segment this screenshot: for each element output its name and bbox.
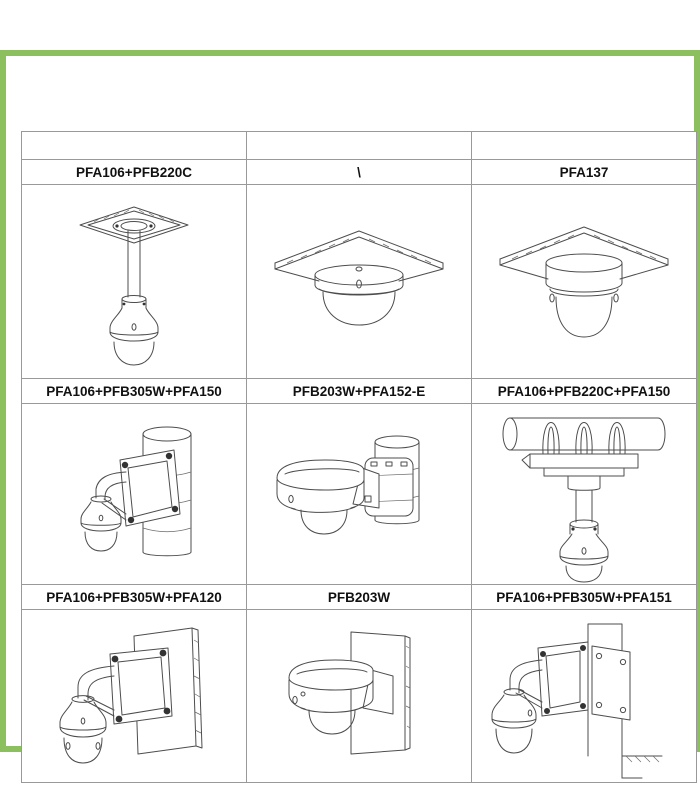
model-label-row [22,379,697,404]
illustration-cell [472,185,697,379]
in-ceiling-dome-drawing [247,185,471,378]
illustration-cell [472,404,697,585]
model-label: PFA106+PFB305W+PFA150 [22,379,247,404]
illustration-cell [247,610,472,783]
model-label: PFB203W+PFA152-E [247,379,472,404]
pole-strap-wall-bracket-dome-drawing [247,404,471,584]
ceiling-pendant-dome-drawing [22,185,246,378]
illustration-cell [247,185,472,379]
content-frame [0,50,700,752]
table-header-row [22,132,697,160]
vertical-pole-pendant-dome-drawing [22,404,246,584]
wall-bracket-dome-drawing [247,610,471,782]
illustration-cell [22,404,247,585]
illustration-row [22,404,697,585]
model-label: \ [247,160,472,185]
illustration-cell [22,610,247,783]
model-label: PFA137 [472,160,697,185]
illustration-cell [472,610,697,783]
model-label-row [22,585,697,610]
wall-mount-pendant-dome-drawing [22,610,246,782]
model-label: PFA106+PFB220C+PFA150 [472,379,697,404]
header-cell [22,132,247,160]
header-cell [472,132,697,160]
model-label-row [22,160,697,185]
illustration-row [22,185,697,379]
mount-options-table [21,131,697,783]
illustration-row [22,610,697,783]
model-label: PFA106+PFB220C [22,160,247,185]
model-label: PFB203W [247,585,472,610]
ceiling-adapter-dome-drawing [472,185,696,378]
illustration-cell [247,404,472,585]
horizontal-pole-pendant-dome-drawing [472,404,696,584]
illustration-cell [22,185,247,379]
corner-mount-pendant-dome-drawing [472,610,696,782]
header-cell [247,132,472,160]
model-label: PFA106+PFB305W+PFA120 [22,585,247,610]
model-label: PFA106+PFB305W+PFA151 [472,585,697,610]
